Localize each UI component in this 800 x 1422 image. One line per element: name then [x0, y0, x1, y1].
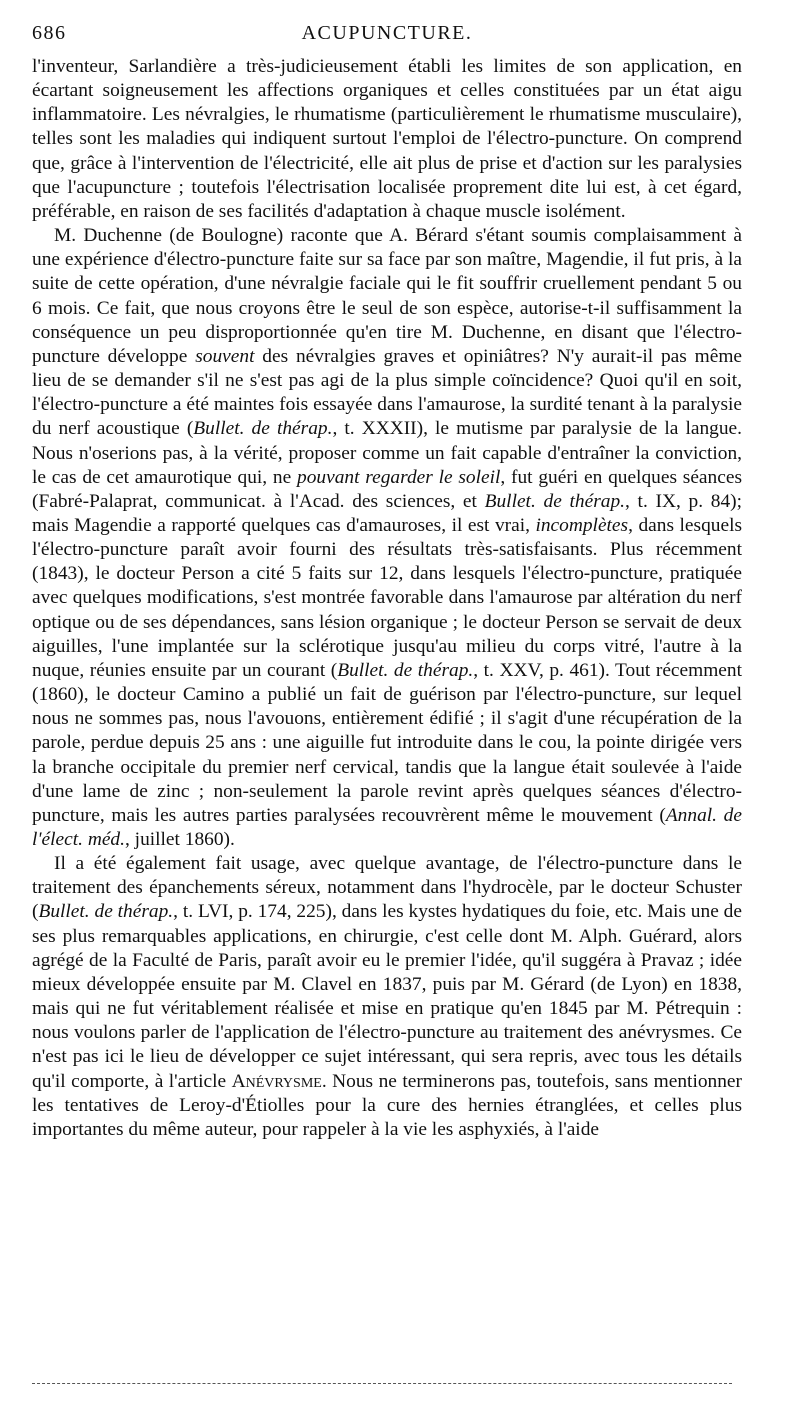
running-title: ACUPUNCTURE. — [301, 22, 473, 44]
text-run: , t. XXXII), le mutisme par paralysie de la langue. Nous n'oserions pas, à la vérité, proposer comme un fait capable d'entraîner la conviction, le cas de cet amaurotique qui, ne — [32, 418, 742, 488]
italic-text: Bullet. de thérap. — [337, 659, 474, 681]
italic-text: souvent — [195, 345, 255, 367]
text-run: des névralgies graves et opiniâtres? N'y aurait-il pas même lieu de se demander s'il ne s'est pas agi de la plus simple coïncidence? Quoi qu'il en soit, l'électro-puncture a été maintes fois essayée dans l'amaurose, la surdité tenant à la paralysie du nerf acoustique ( — [32, 345, 743, 440]
text-run: M. Duchenne (de Boulogne) raconte que A. Bérard s'étant soumis complaisamment à une expérience d'électro-puncture faite sur sa face par son maître, Magendie, il fut pris, à la suite de cette opération, d'une névralgie faciale qui le fit souffrir cruellement pendant 5 ou 6 mois. Ce fait, que nous croyons être le seul de son espèce, autorise-t-il suffisamment la conséquence un peu disproportionnée qu'en tire M. Duchenne, en disant que l'électro-puncture développe — [32, 225, 742, 367]
italic-text: Bullet. de thérap. — [193, 418, 333, 440]
book-page — [32, 22, 742, 1402]
italic-text: Annal. de l'élect. méd. — [32, 804, 742, 850]
italic-text: pouvant regarder le soleil — [297, 466, 501, 488]
text-run: Il a été également fait usage, avec quelque avantage, de l'électro-puncture dans le traitement des épanchements séreux, notamment dans l'hydrocèle, par le docteur Schuster ( — [32, 853, 742, 923]
text-run: l'inventeur, Sarlandière a très-judicieusement établi les limites de son application, en écartant soigneusement les affections organiques et celles constituées par un état aigu inflammatoire. Les névralgies, le rhumatisme (particulièrement le rhumatisme musculaire), telles sont les maladies qui indiquent surtout l'emploi de l'électro-puncture. On comprend que, grâce à l'intervention de l'électricité, elle ait plus de prise et d'action sur les paralysies que l'acupuncture ; toutefois l'électrisation localisée proprement dite lui est, à cet égard, préférable, en raison de ses facilités d'adaptation à chaque muscle isolément. — [32, 56, 742, 222]
paragraph — [32, 224, 742, 852]
small-caps-text: Anévrysme — [231, 1070, 322, 1092]
text-run: , dans lesquels l'électro-puncture paraît avoir fourni des résultats très-satisfaisants. Plus récemment (1843), le docteur Person a cité 5 faits sur 12, dans lesquels l'électro-puncture, pratiquée avec quelques modifications, s'est montrée favorable dans l'amaurose par altération du nerf optique ou de ses dépendances, sans lésion organique ; le docteur Person se servait de deux aiguilles, l'une implantée sur la sclérotique jusqu'au milieu du corps vitré, l'autre à la nuque, réunies ensuite par un courant ( — [32, 514, 742, 681]
running-head — [32, 22, 742, 50]
text-run: , t. XXV, p. 461). Tout récemment (1860), le docteur Camino a publié un fait de guérison par l'électro-puncture, sur lequel nous ne sommes pas, nous l'avouons, entièrement édifié ; il s'agit d'une récupération de la parole, perdue depuis 25 ans : une aiguille fut introduite dans le cou, la pointe dirigée vers la branche occipitale du premier nerf cervical, tandis que la langue était soulevée à l'aide d'une lame de zinc ; non-seulement la parole revint après quelques séances d'électro-puncture, mais les autres parties paralysées recouvrèrent même le mouvement ( — [32, 659, 742, 826]
italic-text: Bullet. de thérap. — [484, 490, 625, 512]
text-run: , t. LVI, p. 174, 225), dans les kystes hydatiques du foie, etc. Mais une de ses plus remarquables applications, en chirurgie, c'est celle dont M. Alph. Guérard, alors agrégé de la Faculté de Paris, paraît avoir eu le premier l'idée, qu'il suggéra à Pravaz ; idée mieux développée ensuite par M. Clavel en 1837, puis par M. Gérard (de Lyon) en 1838, mais qui ne fut véritablement réalisée et mise en pratique qu'en 1845 par M. Pétrequin : nous voulons parler de l'application de l'électro-puncture au traitement des anévrysmes. Ce n'est pas ici le lieu de développer ce sujet intéressant, qui sera repris, avec tous les détails qu'il comporte, à l'article — [32, 901, 742, 1092]
italic-text: incomplètes — [535, 514, 629, 536]
footer-rule — [32, 1383, 732, 1384]
paragraph — [32, 852, 742, 1142]
body-text — [32, 55, 742, 1142]
text-run: , fut guéri en quelques séances (Fabré-Palaprat, communicat. à l'Acad. des sciences, et — [32, 466, 742, 512]
italic-text: Bullet. de thérap. — [38, 901, 174, 923]
page-number: 686 — [32, 22, 67, 44]
text-run: . Nous ne terminerons pas, toutefois, sans mentionner les tentatives de Leroy-d'Étiolles pour la cure des hernies étranglées, et celles plus importantes du même auteur, pour rappeler à la vie les asphyxiés, à l'aide — [32, 1070, 742, 1140]
text-run: , juillet 1860). — [124, 829, 235, 850]
paragraph — [32, 55, 742, 224]
text-run: , t. IX, p. 84); mais Magendie a rapporté quelques cas d'amauroses, il est vrai, — [32, 490, 743, 536]
